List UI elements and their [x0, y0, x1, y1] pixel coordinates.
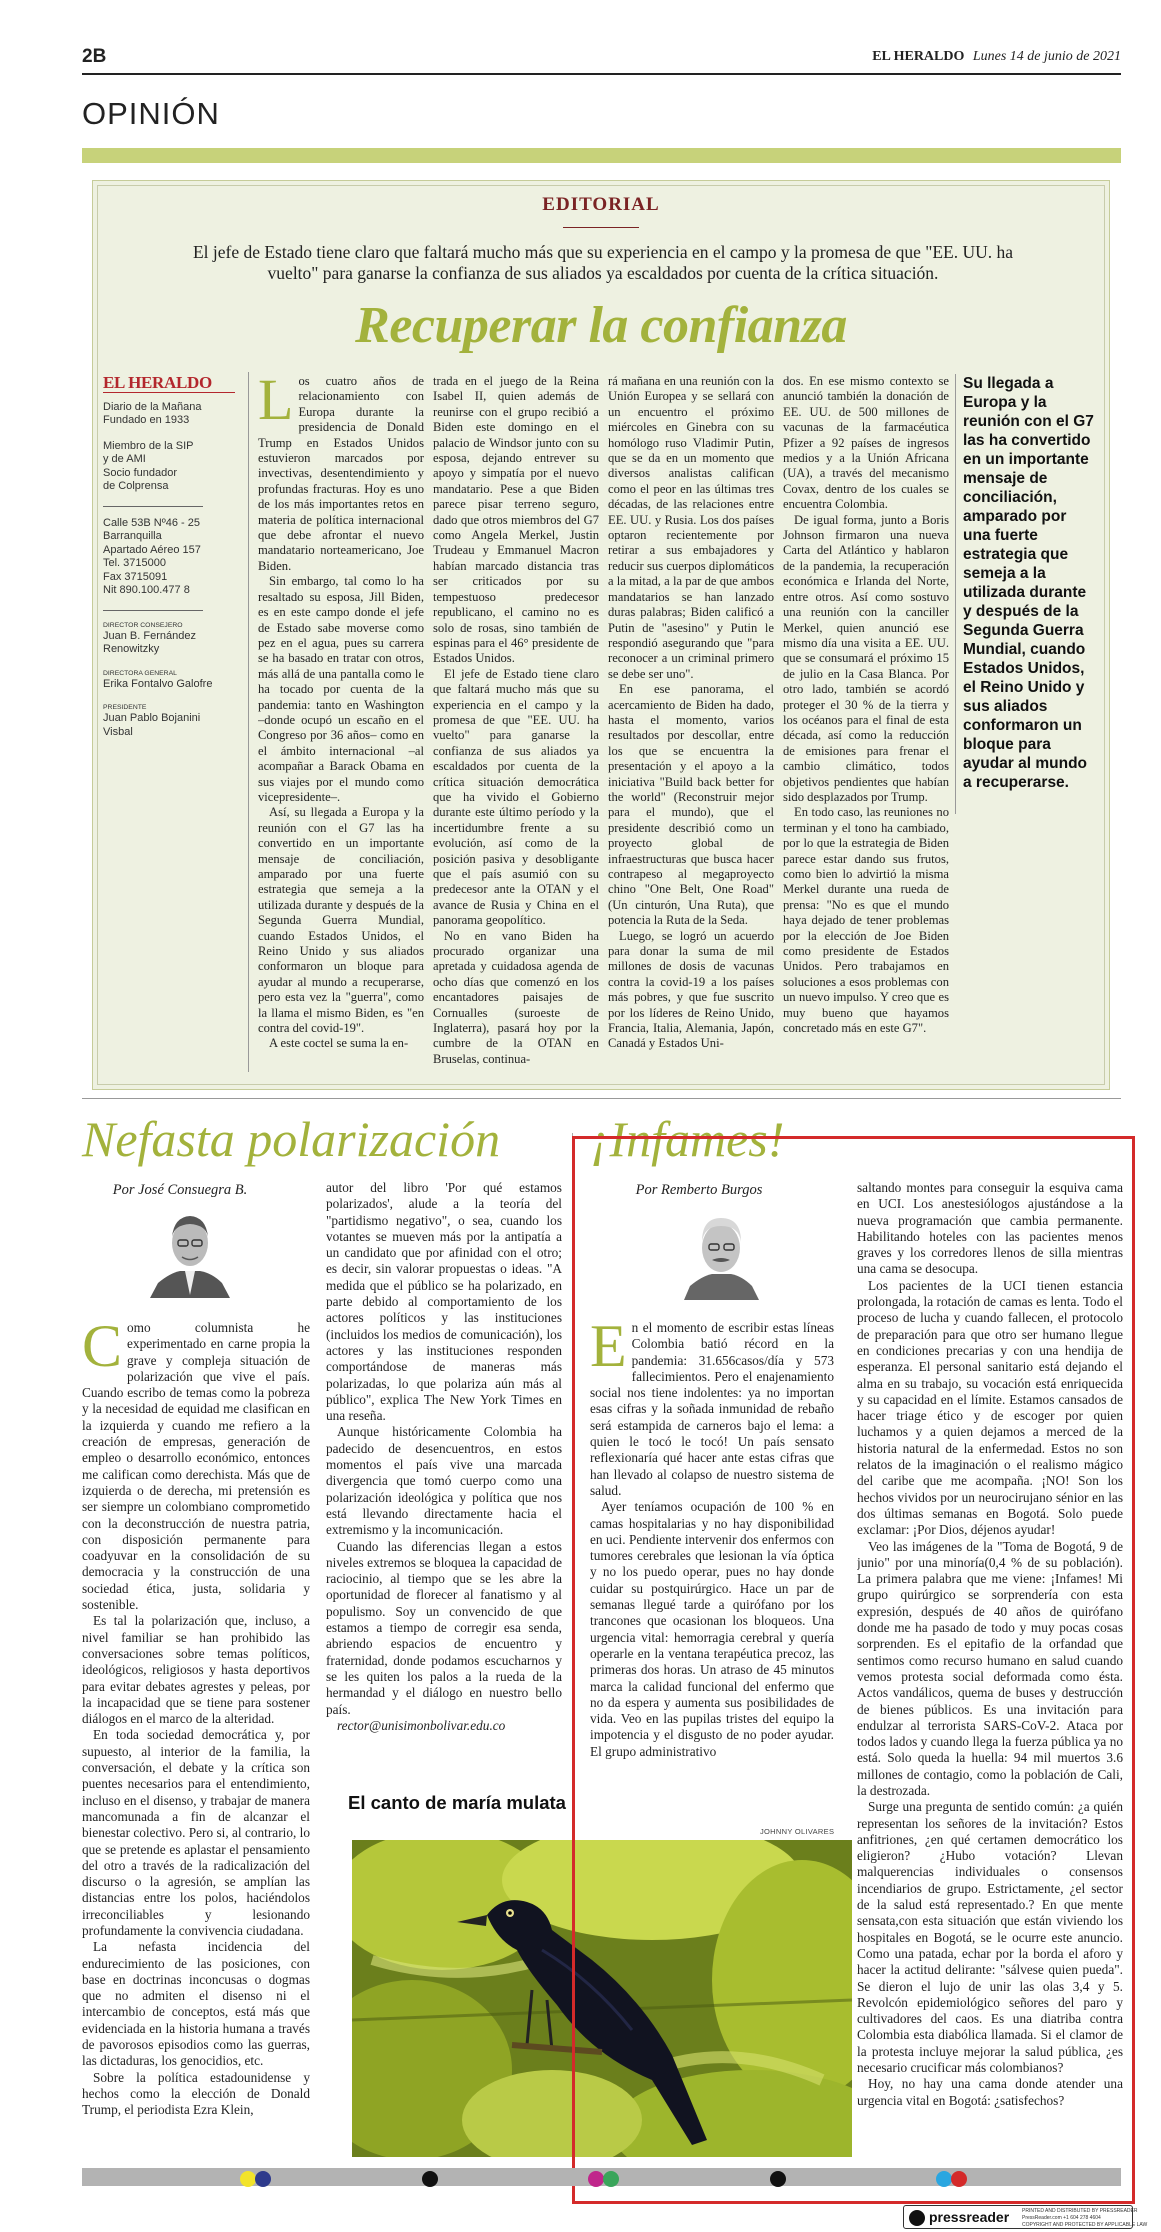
photo-credit: JOHNNY OLIVARES — [760, 1827, 835, 1836]
author-portrait-jose-consuegra — [150, 1203, 230, 1298]
registration-dot-green — [603, 2171, 619, 2187]
right-col2-p3: Veo las imágenes de la "Toma de Bogotá, 9 de junio" por una minoría(0,4 % de su población). La primera palabra que me viene: ¡Infames! Mi grupo quirúrgico se sorprendería con esta expresión, después de 40 años de quirófano donde me ha pasado de todo y muy pocas cosas sorprenden. Es el epitafio de la orfandad que sentimos como recurso humano en salud cuando vemos protesta social deformada como ésta. Actos vandálicos, quema de buses y destrucción de bienes públicos. Es una invitación para endulzar al terrorista SARS-CoV-2. Ataca por todos lados y cuando llega la fuerza pública ya no está. Solo queda la huella: 94 mil muertos 3.6 millones de contagio, como la población de Cali, la destrozada. — [857, 1538, 1123, 1798]
registration-dot-magenta — [588, 2171, 604, 2187]
section-accent-bar — [82, 148, 1121, 163]
registration-dot-black-1 — [422, 2171, 438, 2187]
left-col1-p1: omo columnista he experimentado en carne propia la grave y compleja situación de polarización que vive el país. Cuando escribo de temas como la pobreza y la necesidad de equidad me clasifican en la izquierda y cuando me refiero a la creación de empresas, generación de empleo o desarrollo económico, entonces me califican como derechista. Más que de izquierda o de derecha, mi pretensión es ser siempre un colombiano comprometido con la deconstrucción de nuestra patria, con disposición permanente para coadyuvar en la consolidación de su democracia y la construcción de una sociedad ética, justa, solidaria y sostenible. — [82, 1320, 310, 1613]
left-col1-p4: La nefasta incidencia del endurecimiento de las posiciones, con base en doctrinas inconcusas o dogmas que no admiten el disenso ni el intercambio de conceptos, está más que evidenciada en la historia humana a través de pavorosos episodios como las guerras, las dictaduras, los genocidios, etc. — [82, 1939, 310, 2069]
header-rule — [82, 73, 1121, 75]
issue-date: Lunes 14 de junio de 2021 — [972, 49, 1121, 64]
masthead-phone: Tel. 3715000 — [103, 557, 166, 569]
editorial-title: Recuperar la confianza — [355, 297, 847, 354]
masthead-logo: EL HERALDO — [103, 376, 235, 393]
editorial-col-1 — [258, 374, 424, 1079]
editorial-col4-p1: dos. En ese mismo contexto se anunció también la donación de EE. UU. de 500 millones de vacunas de la farmacéutica Pfizer a 92 países de ingresos medios y a la Unión Africana (UA), a través del mecanismo Covax, dentro de los cuales se encuentra Colombia. — [783, 374, 949, 512]
pressreader-logo-text: pressreader — [929, 2209, 1010, 2225]
editorial-col3-p2: En ese panorama, el acercamiento de Biden ha dado, hasta el momento, varios resultados por descollar, entre los que se encuentra la presentación y el apoyo a la iniciativa "Build back better for the world" (Reconstruir mejor para el mundo), que el presidente describió como un proyecto global de infraestructuras que busca hacer contrapeso al megaproyecto chino "One Belt, One Road" (Un cinturón, Una Ruta), que potencia la Ruta de la Seda. — [608, 682, 774, 928]
right-col1-p1: n el momento de escribir estas líneas Colombia batió récord en la pandemia: 31.656casos/día y 573 fallecimientos. Pero el enajenamiento social nos tiene indolentes: ya no importan esas cifras y la soñada inmunidad de rebaño será estampida de carneros bajo el lema: a quien le tocó le tocó! Un país sensato reflexionaría qué hacer ante estas cifras que han llevado al colapso de nuestro sistema de salud. — [590, 1320, 834, 1498]
editorial-pullquote: Su llegada a Europa y la reunión con el G7 las ha convertido en un importante mensaje de conciliación, amparado por una fuerte estrategia que semeja a la utilizada durante y después de la Segunda Guerra Mundial, cuando Estados Unidos, el Reino Unido y sus aliados conformaron un bloque para ayudar al mundo a recuperarse. — [963, 375, 1094, 791]
registration-dot-yellow — [240, 2171, 256, 2187]
masthead-column — [103, 373, 233, 751]
editorial-dropcap: L — [258, 374, 294, 432]
masthead-name-2: Erika Fontalvo Galofre — [103, 677, 213, 690]
editorial-col3-p1: rá mañana en una reunión con la Unión Europea y se sellará con un encuentro el próximo miércoles en Ginebra con su homólogo ruso Vladimir Putin, que se da en un momento que diversos analistas califican como el peor en las últimas tres décadas, de las relaciones entre EE. UU. y Rusia. Los dos países optaron recientemente por retirar a sus embajadores y reducir sus cuerpos diplomáticos a la mitad, a la par de que ambos mandatarios se han lanzado duras palabras; Biden calificó a Putin de "asesino" y Putin le respondió asegurando que "para reconocer a un criminal primero se debe ser uno". — [608, 374, 774, 681]
left-col2-p2: Aunque históricamente Colombia ha padecido de desencuentros, en estos momentos el país vive una marcada divergencia que tomó cuerpo como una polarización ideológica y política que nos está llevando directamente hacia el extremismo y la incomunicación. — [326, 1424, 562, 1538]
editorial-col-2 — [433, 374, 599, 1079]
masthead-membership-2: y de AMI — [103, 453, 146, 465]
right-column-title: ¡Infames! — [590, 1111, 785, 1167]
masthead-role-2: DIRECTORA GENERAL — [103, 669, 177, 677]
masthead-membership-1: Miembro de la SIP — [103, 439, 194, 452]
editorial-col1-p3: Así, su llegada a Europa y la reunión con el G7 las ha convertido en un importante mensaje de conciliación, amparado por una fuerte estrategia que semeja a la utilizada durante y después de la Segunda Guerra Mundial, cuando Estados Unidos, el Reino Unido y sus aliados conformaron un bloque para ayudar al mundo a recuperarse, pero esta vez la "guerra", como la llama el mismo Biden, es "en contra del covid-19". — [258, 805, 424, 1036]
photo-title: El canto de maría mulata — [348, 1792, 566, 1813]
right-col2-p4: Surge una pregunta de sentido común: ¿a quién representan los señores de la invitación? Estos anfitriones, ¿en qué certamen democrático los eligieron? ¿Hubo votación? Llevan malquerencias individuales o consensos incendiarios de grupo. Estrictamente, ¿el sector de la salud está representado.? En que mente sensata,con esta situación que están viviendo los hospitales en Bogotá, se le ocurre este anuncio. Como una patada, echar por la borda el aforo y hacer la actitud delirante: "sálvese quien pueda". Se dieron el lujo de unir las olas 3,4 y 5. Revolcón epidemiológico señores del paro y cultivadores del caos. Es una diatriba contra Colombia esta diabólica llamada. Si el clamor de la protesta incluye mejorar la salud pública, ¿es necesario crucificar más colombianos? — [857, 1799, 1123, 2076]
masthead-address-2: Barranquilla — [103, 530, 162, 542]
right-col2-p1: saltando montes para conseguir la esquiva cama en UCI. Los anestesiólogos ajustándose a la nueva programación que cambia permanente. Habilitando hoteles con las pacientes menos graves y los corredores llenos de silla mientras una cama se desocupa. — [857, 1180, 1123, 1277]
left-col1-p2: Es tal la polarización que, incluso, a nivel familiar se han prohibido las conversaciones sobre temas políticos, ideológicos, religiosos y hasta deportivos para evitar debates agrestes y peleas, por la incapacidad que se tiene para sostener diálogos en el marco de la alteridad. — [82, 1613, 310, 1727]
pullquote-divider — [955, 374, 956, 814]
pressreader-badge[interactable] — [903, 2205, 1148, 2229]
masthead-membership-4: de Colprensa — [103, 480, 169, 492]
editorial-col4-p2: De igual forma, junto a Boris Johnson firmaron una nueva Carta del Atlántico y hablaron de la pandemia, la recuperación económica e Irlanda del Norte, entre otros. Así como sostuvo una reunión con la canciller Merkel, quien anunció ese mismo día una visita a EE. UU. que se consumará el próximo 15 de julio en la Casa Blanca. Por otro lado, también se acordó proteger el 30 % de la tierra y los océanos para el final de esta década, así como la reducción de emisiones para frenar el cambio climático, todos objetivos pendientes que habían sido desplazados por Trump. — [783, 512, 949, 804]
left-col1-p5: Sobre la política estadounidense y hechos como la elección de Donald Trump, el periodista Ezra Klein, — [82, 2069, 310, 2118]
left-column-byline: Por José Consuegra B. — [112, 1182, 248, 1198]
left-column-title: Nefasta polarización — [82, 1111, 501, 1167]
masthead-rule — [103, 506, 203, 507]
masthead-rule-2 — [103, 610, 203, 611]
page-number: 2B — [82, 46, 107, 67]
left-column-col-2 — [326, 1180, 562, 1774]
editorial-col1-p4: A este coctel se suma la en- — [269, 1036, 409, 1051]
right-column-dropcap: E — [590, 1320, 627, 1379]
registration-dot-blue — [255, 2171, 271, 2187]
masthead-role-3: PRESIDENTE — [103, 704, 147, 711]
right-col1-p2: Ayer teníamos ocupación de 100 % en camas hospitalarias y no hay disponibilidad en uci. Pendiente intervenir dos enfermos con tumores cerebrales que lesionan la vía óptica y no los puedo operar, pues no hay donde cuidar su postquirúrgico. Hace un par de semanas llegué tarde a quirófano por los trancones que ocasionan los bloqueos. Una urgencia vital: hemorragia cerebral y quería operarle en la ventana terapéutica precoz, las primeras dos horas. Un atraso de 45 minutos marca la calidad funcional del enfermo que no da espera y aumenta sus posibilidades de vida. Veo en las pupilas tristes del equipo la impotencia y el disgusto de no poder ayudar. El grupo administrativo — [590, 1499, 834, 1759]
kicker-underline — [563, 227, 639, 228]
editorial-col2-p3: No en vano Biden ha procurado organizar una apretada y cuidadosa agenda de ocho días que comenzó en los encantadores paisajes de Cornualles (suroeste de Inglaterra), pasará hoy por la cumbre de la OTAN en Bruselas, continua- — [433, 928, 599, 1066]
left-col2-p1: autor del libro 'Por qué estamos polarizados', alude a la teoría del "partidismo negativo", o sea, cuando los votantes se mueven más por la antipatía a un candidato que por afinidad con el otro; es decir, sin valorar propuestas o ideas. "A medida que el público se ha polarizado, en parte debido al comportamiento de los actores políticos y las instituciones (incluidos los medios de comunicación), los actores y las instituciones responden comportándose de maneras más polarizadas, lo que polariza aún más al público", explica The New York Times en una reseña. — [326, 1180, 562, 1424]
masthead-address-1: Calle 53B Nº46 - 25 — [103, 516, 200, 529]
left-column-dropcap: C — [82, 1320, 123, 1379]
masthead-divider — [248, 372, 249, 1072]
left-col1-p3: En toda sociedad democrática y, por supuesto, al interior de la familia, la conversación, el debate y la crítica son puentes necesarios para el entendimiento, incluso en el disenso, y trabajar de manera mancomunada a fin de alcanzar el bienestar colectivo. Pero si, al contrario, lo que se pretende es aplastar el pensamiento del otro a través de la radicalización del discurso o la agresión, se amplían las distancias entre los polos, haciéndolos irreconciliables y lesionando profundamente la convivencia ciudadana. — [82, 1727, 310, 1938]
right-col2-p5: Hoy, no hay una cama donde atender una urgencia vital en Bogotá: ¿satisfechos? — [857, 2076, 1123, 2108]
editorial-col1-p2: Sin embargo, tal como lo ha resaltado su esposa, Jill Biden, es en este campo donde el jefe de Estado sabe moverse como pez en el agua, pues su carrera se ha basado en tratar con otros, más allá de una pantalla como le ha tocado por cuenta de la pandemia: tanto en Washington –donde ocupó un escaño en el Congreso por 36 años– como en el ámbito internacional –al acompañar a Barack Obama en sus viajes por el mundo como vicepresidente–. — [258, 574, 424, 804]
right-column-byline: Por Remberto Burgos — [635, 1182, 763, 1198]
section-title: OPINIÓN — [82, 96, 220, 131]
masthead-role-1: DIRECTOR CONSEJERO — [103, 621, 183, 629]
masthead-membership-3: Socio fundador — [103, 466, 177, 479]
editorial-col-3 — [608, 374, 774, 1079]
pressreader-logo-icon — [909, 2210, 925, 2226]
page-header-right — [872, 48, 1121, 65]
pressreader-line-2: PressReader.com +1 604 278 4604 — [1022, 2215, 1101, 2221]
left-col2-p3: Cuando las diferencias llegan a estos niveles extremos se bloquea la capacidad de raciocinio, al tiempo que se les abre la oportunidad de florecer al fanatismo y al populismo. Soy un convencido de que estamos a tiempo de corregir esa senda, abriendo espacios de encuentro y fraternidad, donde podamos escucharnos y se les quiten los palos a la rueda de la hermandad y el diálogo en nuestro bello país. — [326, 1538, 562, 1717]
publication-name: EL HERALDO — [872, 49, 965, 64]
masthead-nit: Nit 890.100.477 8 — [103, 584, 190, 596]
editorial-col-4 — [783, 374, 949, 1079]
editorial-col3-p3: Luego, se logró un acuerdo para donar la suma de mil millones de dosis de vacunas contra la covid-19 a los países más pobres, y que fue suscrito por los líderes de Reino Unido, Francia, Italia, Alemania, Japón, Canadá y Estados Uni- — [608, 928, 774, 1051]
highlight-frame — [572, 1136, 1135, 2204]
editorial-col2-p2: El jefe de Estado tiene claro que faltará mucho más que su experiencia en el campo y la promesa de que "EE. UU. ha vuelto" para ganarse la confianza de sus aliados ya escaldados por cuenta de la crítica situación democrática que ha vivido el Gobierno durante este último período y la incertidumbre frente a su evolución, así como de la posición pasiva y desobligante que el país asumió con su predecesor ante la OTAN y el avance de Rusia y China en el panorama geopolítico. — [433, 666, 599, 928]
registration-dot-cyan — [936, 2171, 952, 2187]
masthead-tagline-2: Fundado en 1933 — [103, 414, 190, 426]
masthead-name-1: Juan B. Fernández Renowitzky — [103, 629, 196, 655]
left-column-col-1 — [82, 1320, 310, 2170]
masthead-fax: Fax 3715091 — [103, 570, 168, 583]
editorial-col4-p3: En todo caso, las reuniones no terminan y el tono ha cambiado, por lo que la estrategia de Biden parece estar dando sus frutos, como bien lo advirtió la misma Merkel durante una rueda de prensa: "No es que el mundo haya dejado de tener problemas por la elección de Joe Biden como presidente de Estados Unidos. Pero trabajamos en soluciones a esos problemas con un nuevo impulso. Y creo que es muy bueno que hayamos concretado más en este G7". — [783, 805, 949, 1036]
registration-dot-black-2 — [770, 2171, 786, 2187]
author-email: rector@unisimonbolivar.edu.co — [337, 1717, 506, 1733]
masthead-address-3: Apartado Aéreo 157 — [103, 543, 201, 556]
lower-top-rule — [82, 1098, 1121, 1099]
right-col2-p2: Los pacientes de la UCI tienen estancia prolongada, la rotación de camas es lenta. Todo el proceso de lucha y cuando fallecen, el protocolo de preparación para que otro ser humano llegue en condiciones precarias y con una hendija de esperanza. El personal sanitario está dejando el alma en su trabajo, su vocación está enriquecida y su capacidad en el límite. Estamos cansados de hacer triage ético y de escoger por quien luchamos y a quien dejamos a merced de la historia natural de la enfermedad. Estos no son relatos de la imaginación o el realismo mágico del caribe que me acompaña. ¡NO! Son los hechos vividos por un neurocirujano sénior en las dos últimas semanas en Bogotá. Solo puede exclamar: ¡Por Dios, déjenos ayudar! — [857, 1277, 1123, 1538]
registration-dot-red — [951, 2171, 967, 2187]
masthead-name-3: Juan Pablo Bojanini Visbal — [103, 712, 201, 738]
editorial-deck: El jefe de Estado tiene claro que faltará mucho más que su experiencia en el campo y la promesa de que "EE. UU. ha vuelto" para ganarse la confianza de sus aliados ya escaldados por cuenta de la crítica situación. — [192, 242, 1014, 283]
pressreader-line-1: PRINTED AND DISTRIBUTED BY PRESSREADER — [1022, 2208, 1138, 2214]
masthead-tagline-1: Diario de la Mañana — [103, 400, 202, 413]
editorial-col1-p1: os cuatro años de relacionamiento con Europa durante la presidencia de Donald Trump en Estados Unidos estuvieron marcados por invectivas, desentendimiento y profundas fracturas. Hoy es uno de los más importantes retos en materia de política internacional que debe afrontar el nuevo mandatario norteamericano, Joe Biden. — [258, 374, 424, 573]
pressreader-line-3: COPYRIGHT AND PROTECTED BY APPLICABLE LAW — [1022, 2222, 1148, 2228]
editorial-col2-p1: trada en el juego de la Reina Isabel II, quien además de reunirse con el grupo recibió a Biden este domingo en el palacio de Windsor junto con su esposa, dejando entrever su apoyo y simpatía por el nuevo mandatario. Pese a que Biden parece pisar terreno seguro, dado que otros miembros del G7 como Angela Merkel, Justin Trudeau y Emmanuel Macron habían marcado distancia tras ser criticados por su tempestuoso predecesor republicano, el camino no es solo de rosas, sino también de espinas para el 46° presidente de Estados Unidos. — [433, 374, 599, 666]
editorial-kicker: EDITORIAL — [542, 194, 660, 215]
